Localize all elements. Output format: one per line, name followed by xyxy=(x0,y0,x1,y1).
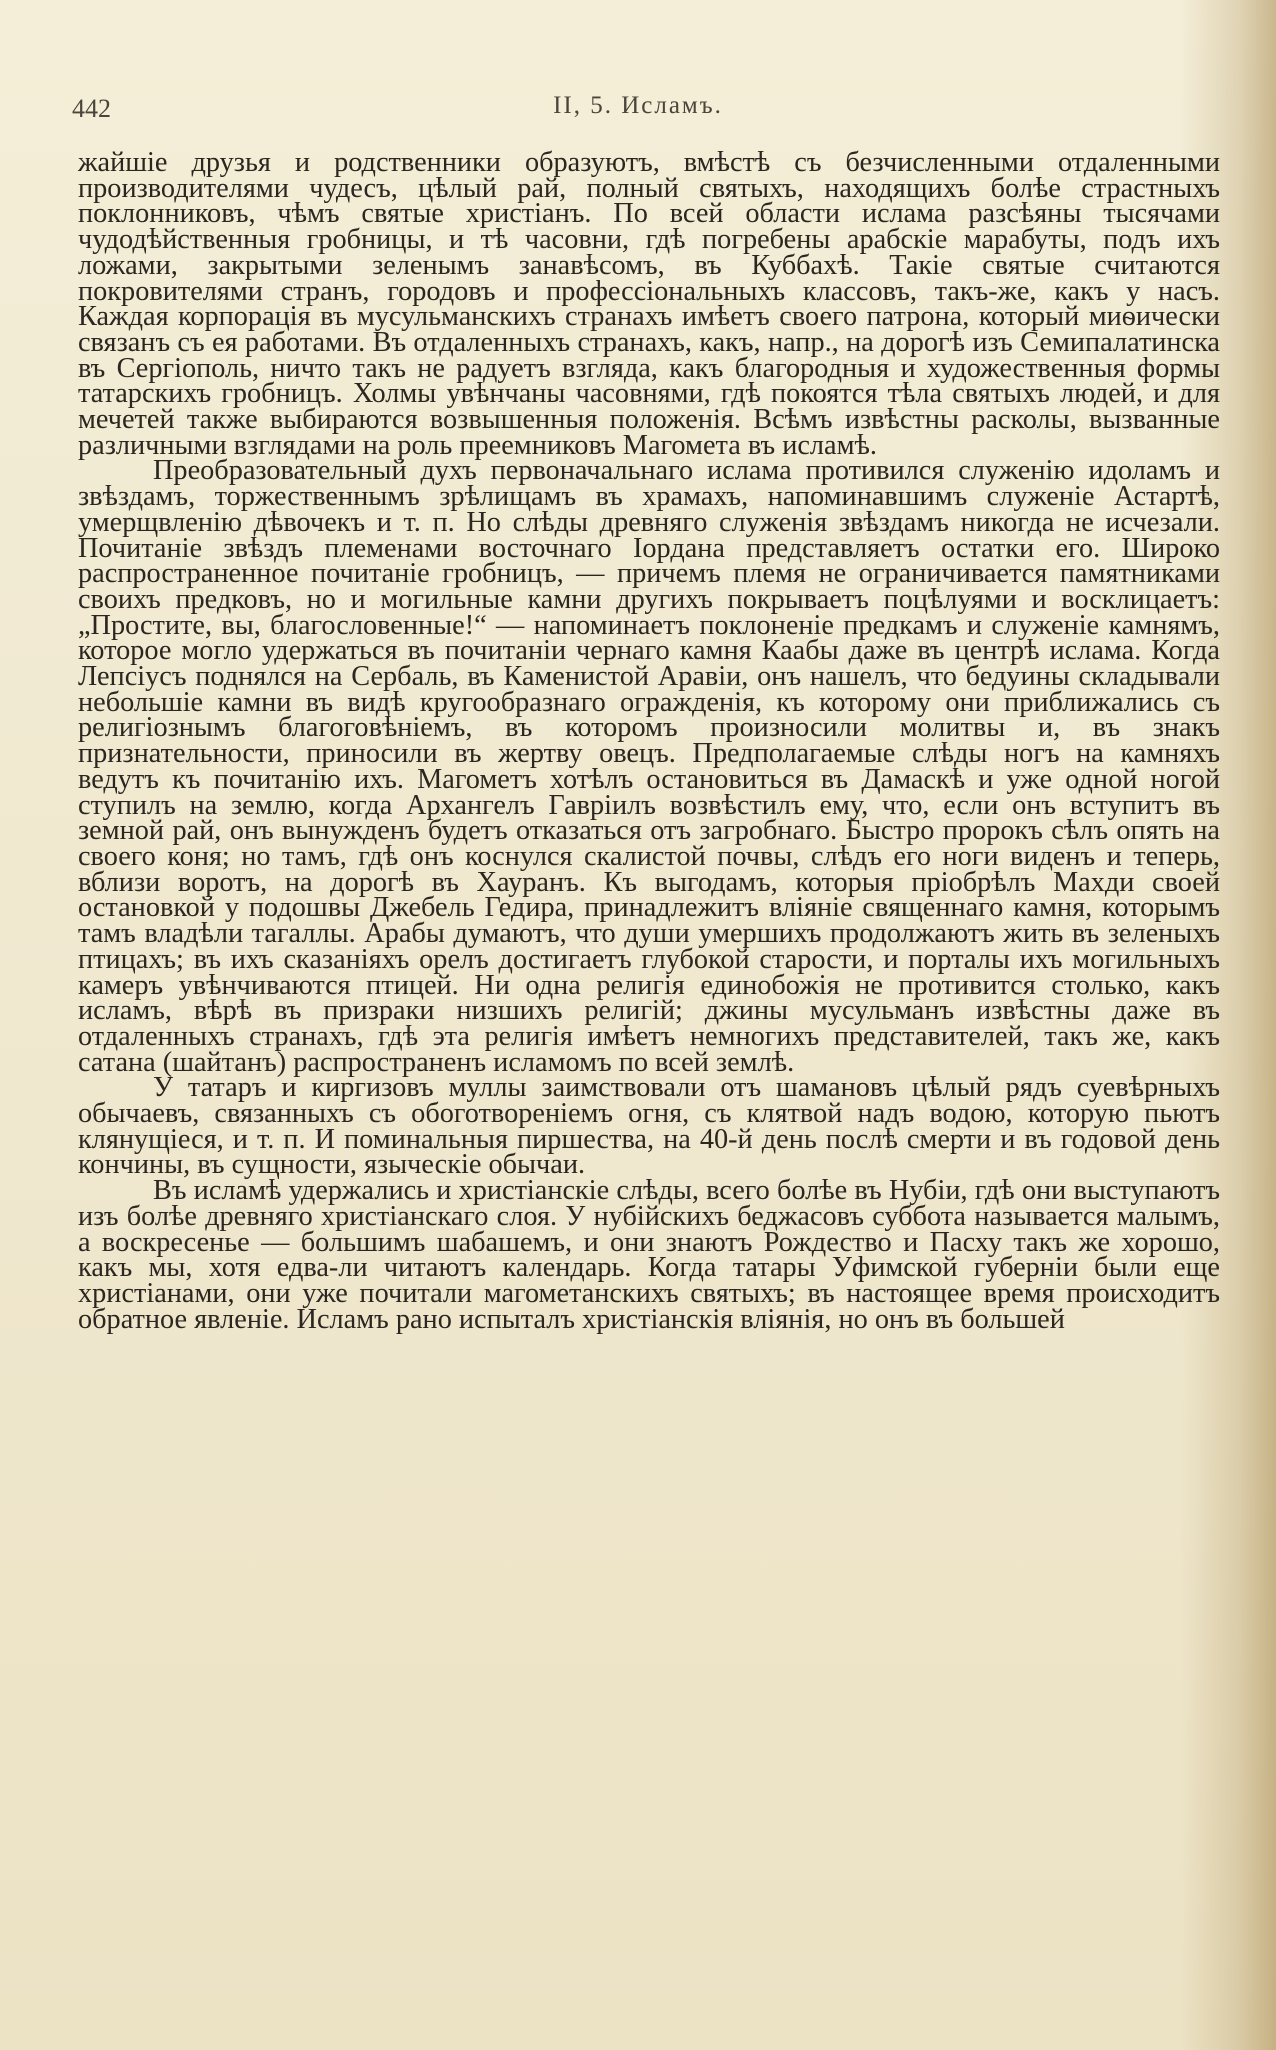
paragraph: Преобразовательный духъ первоначальнаго ислама противился служенію идоламъ и звѣздамъ, торжественнымъ зрѣлищамъ въ храмахъ, напоминавшимъ служеніе Астартѣ, умерщвленію дѣвочекъ и т. п. Но слѣды древняго служенія звѣздамъ никогда не исчезали. Почитаніе звѣздъ племенами восточнаго Іордана представляетъ остатки его. Широко распространенное почитаніе гробницъ, — причемъ племя не ограничивается памятниками своихъ предковъ, но и могильные камни другихъ покрываетъ поцѣлуями и восклицаетъ: „Простите, вы, благословенные!“ — напоминаетъ поклоненіе предкамъ и служеніе камнямъ, которое могло удержаться въ почитаніи чернаго камня Каабы даже въ центрѣ ислама. Когда Лепсіусъ поднялся на Сербаль, въ Каменистой Аравіи, онъ нашелъ, что бедуины складывали небольшіе камни въ видѣ кругообразнаго огражденія, къ которому они приближались съ религіознымъ благоговѣніемъ, въ которомъ произносили молитвы и, въ знакъ признательности, приносили въ жертву овецъ. Предполагаемые слѣды ногъ на камняхъ ведутъ къ почитанію ихъ. Магометъ хотѣлъ остановиться въ Дамаскѣ и уже одной ногой ступилъ на землю, когда Архангелъ Гавріилъ возвѣстилъ ему, что, если онъ вступитъ въ земной рай, онъ вынужденъ будетъ отказаться отъ загробнаго. Быстро пророкъ сѣлъ опять на своего коня; но тамъ, гдѣ онъ коснулся скалистой почвы, слѣдъ его ноги виденъ и теперь, вблизи воротъ, на дорогѣ въ Хауранъ. Къ выгодамъ, которыя пріобрѣлъ Махди своей остановкой у подошвы Джебель Гедира, принадлежитъ вліяніе священнаго камня, которымъ тамъ владѣли тагаллы. Арабы думаютъ, что души умершихъ продолжаютъ жить въ зеленыхъ птицахъ; въ ихъ сказаніяхъ орелъ достигаетъ глубокой старости, и порталы ихъ могильныхъ камеръ увѣнчиваются птицей. Ни одна религія единобожія не противится столько, какъ исламъ, вѣрѣ въ призраки низшихъ религій; джины мусульманъ извѣстны даже въ отдаленныхъ странахъ, гдѣ эта религія имѣетъ немногихъ представителей, такъ же, какъ сатана (шайтанъ) распространенъ исламомъ по всей землѣ. xyxy=(78,455,1220,1078)
paragraph: У татаръ и киргизовъ муллы заимствовали отъ шамановъ цѣлый рядъ суевѣрныхъ обычаевъ, связанныхъ съ обоготвореніемъ огня, съ клятвой надъ водою, которую пьютъ клянущіеся, и т. п. И поминальныя пиршества, на 40-й день послѣ смерти и въ годовой день кончины, въ сущности, языческіе обычаи. xyxy=(78,1072,1220,1181)
paragraph: жайшіе друзья и родственники образуютъ, вмѣстѣ съ безчисленными отдаленными производителями чудесъ, цѣлый рай, полный святыхъ, находящихъ болѣе страстныхъ поклонниковъ, чѣмъ святые христіанъ. По всей области ислама разсѣяны тысячами чудодѣйственныя гробницы, и тѣ часовни, гдѣ погребены арабскіе марабуты, подъ ихъ ложами, закрытыми зеленымъ занавѣсомъ, въ Куббахѣ. Такіе святые считаются покровителями странъ, городовъ и профессіональныхъ классовъ, такъ-же, какъ у насъ. Каждая корпорація въ мусульманскихъ странахъ имѣетъ своего патрона, который миѳически связанъ съ ея работами. Въ отдаленныхъ странахъ, какъ, напр., на дорогѣ изъ Семипалатинска въ Сергіополь, ничто такъ не радуетъ взгляда, какъ благородныя и художественныя формы татарскихъ гробницъ. Холмы увѣнчаны часовнями, гдѣ покоятся тѣла святыхъ людей, и для мечетей также выбираются возвышенныя положенія. Всѣмъ извѣстны расколы, вызванные различными взглядами на роль преемниковъ Магомета въ исламѣ. xyxy=(78,147,1220,461)
body-text xyxy=(78,147,1220,1335)
page-number: 442 xyxy=(72,94,111,123)
paragraph: Въ исламѣ удержались и христіанскіе слѣды, всего болѣе въ Нубіи, гдѣ они выступаютъ изъ болѣе древняго христіанскаго слоя. У нубійскихъ беджасовъ суббота называется малымъ, а воскресенье — большимъ шабашемъ, и они знаютъ Рождество и Пасху такъ же хорошо, какъ мы, хотя едва-ли читаютъ календарь. Когда татары Уфимской губерніи были еще христіанами, они уже почитали магометанскихъ святыхъ; въ настоящее время происходитъ обратное явленіе. Исламъ рано испыталъ христіанскія вліянія, но онъ въ большей xyxy=(78,1175,1220,1335)
running-head: II, 5. Исламъ. xyxy=(553,92,723,119)
page-header xyxy=(72,92,1204,132)
